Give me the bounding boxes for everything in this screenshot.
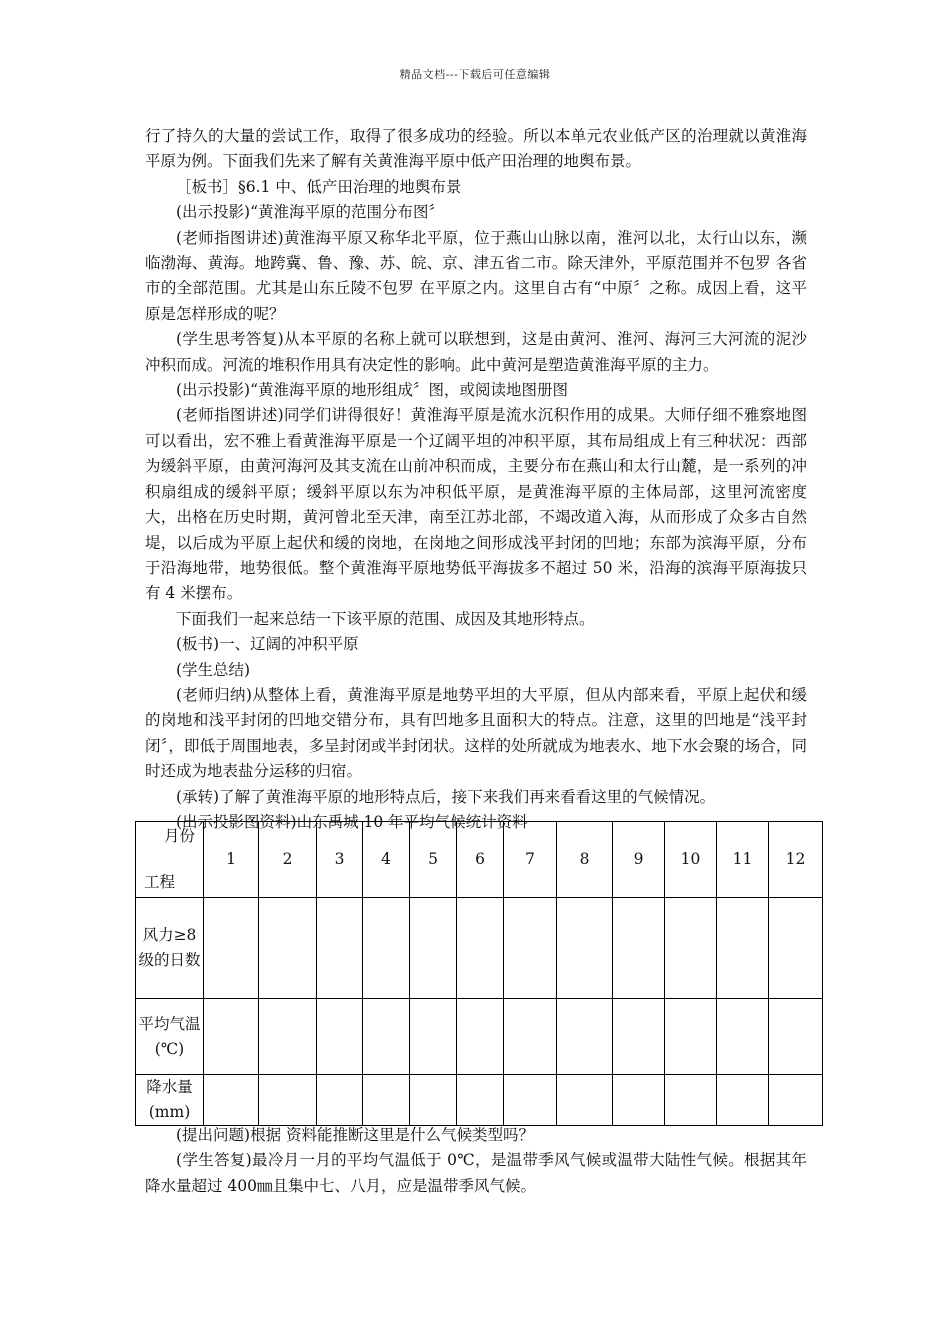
table-cell — [665, 1075, 717, 1126]
month-header: 4 — [363, 822, 410, 898]
body-text — [145, 124, 807, 835]
table-cell — [204, 898, 259, 999]
month-header: 9 — [613, 822, 665, 898]
paragraph: 行了持久的大量的尝试工作，取得了很多成功的经验。所以本单元农业低产区的治理就以黄淮海平原为例。下面我们先来了解有关黄淮海平原中低产田治理的地舆布景。 — [145, 127, 807, 171]
table-corner-cell — [136, 822, 204, 898]
table-cell — [504, 999, 557, 1075]
table-cell — [613, 898, 665, 999]
month-header: 7 — [504, 822, 557, 898]
table-cell — [259, 898, 317, 999]
table-cell — [717, 1075, 769, 1126]
paragraph: (板书)一、辽阔的冲积平原 — [176, 635, 359, 654]
page-header: 精品文档---下载后可任意编辑 — [399, 68, 551, 81]
month-header: 2 — [259, 822, 317, 898]
table-cell — [504, 898, 557, 999]
table-cell — [769, 1075, 823, 1126]
table-cell — [457, 999, 504, 1075]
month-header: 12 — [769, 822, 823, 898]
table-cell — [613, 999, 665, 1075]
table-cell — [317, 999, 363, 1075]
paragraph: (提出问题)根据 资料能推断这里是什么气候类型吗？ — [176, 1126, 535, 1144]
table-cell — [259, 1075, 317, 1126]
paragraph: 下面我们一起来总结一下该平原的范围、成因及其地形特点。 — [176, 609, 595, 628]
table-cell — [457, 898, 504, 999]
row-label-avg-temp: 平均气温(℃) — [136, 999, 204, 1075]
paragraph: ［板书］§6.1 中、低产田治理的地舆布景 — [176, 177, 462, 196]
table-cell — [457, 1075, 504, 1126]
table-cell — [717, 999, 769, 1075]
paragraph: (老师指图讲述)同学们讲得很好！黄淮海平原是流水沉积作用的成果。大师仔细不雅察地图可以看出，宏不雅上看黄淮海平原是一个辽阔平坦的冲积平原，其布局组成上有三种状况：西部为缓斜平原，由黄河海河及其支流在山前冲积而成，主要分布在燕山和太行山麓，是一系列的冲积扇组成的缓斜平原；缓斜平原以东为冲积低平原，是黄淮海平原的主体局部，这里河流密度大，出格在历史时期，黄河曾北至天津，南至江苏北部，不竭改道入海，从而形成了众多古自然堤，以后成为平原上起伏和缓的岗地，在岗地之间形成浅平封闭的凹地；东部为滨海平原，分布于沿海地带，地势很低。整个黄淮海平原地势低平海拔多不超过 50 米，沿海的滨海平原海拔只有 4 米摆布。 — [145, 406, 807, 603]
table-cell — [259, 999, 317, 1075]
table-cell — [363, 1075, 410, 1126]
month-header: 8 — [557, 822, 613, 898]
corner-label-month: 月份 — [163, 827, 195, 845]
paragraph: (学生思考答复)从本平原的名称上就可以联想到，这是由黄河、淮河、海河三大河流的泥沙冲积而成。河流的堆积作用具有决定性的影响。此中黄河是塑造黄淮海平原的主力。 — [145, 330, 807, 374]
table-cell — [204, 1075, 259, 1126]
table-cell — [504, 1075, 557, 1126]
body-text-after-table — [145, 1123, 807, 1199]
table-cell — [717, 898, 769, 999]
month-header: 3 — [317, 822, 363, 898]
table-cell — [665, 898, 717, 999]
table-cell — [769, 898, 823, 999]
table-cell — [317, 898, 363, 999]
climate-table — [135, 821, 823, 1126]
paragraph: (老师归纳)从整体上看，黄淮海平原是地势平坦的大平原，但从内部来看，平原上起伏和缓的岗地和浅平封闭的凹地交错分布，具有凹地多且面积大的特点。注意，这里的凹地是“浅平封闭〞，即低于周围地表，多呈封闭或半封闭状。这样的处所就成为地表水、地下水会聚的场合，同时还成为地表盐分运移的归宿。 — [145, 685, 807, 781]
paragraph: (老师指图讲述)黄淮海平原又称华北平原，位于燕山山脉以南，淮河以北，太行山以东，濒临渤海、黄海。地跨冀、鲁、豫、苏、皖、京、津五省二市。除天津外，平原范围并不包罗 各省市的全部范围。尤其是山东丘陵不包罗 在平原之内。这里自古有“中原〞之称。成因上看，这平原是怎样形成的呢？ — [145, 228, 807, 323]
month-header: 6 — [457, 822, 504, 898]
paragraph: (出示投影)“黄淮海平原的范围分布图〞 — [176, 203, 445, 222]
month-header: 11 — [717, 822, 769, 898]
table-cell — [557, 1075, 613, 1126]
month-header: 10 — [665, 822, 717, 898]
row-label-precipitation: 降水量(mm) — [136, 1075, 204, 1126]
month-header: 1 — [204, 822, 259, 898]
paragraph: (学生答复)最冷月一月的平均气温低于 0℃，是温带季风气候或温带大陆性气候。根据其年降水量超过 400㎜且集中七、八月，应是温带季风气候。 — [145, 1151, 807, 1195]
corner-label-item: 工程 — [144, 873, 176, 891]
table-cell — [204, 999, 259, 1075]
table-cell — [769, 999, 823, 1075]
paragraph: (出示投影)“黄淮海平原的地形组成〞图，或阅读地图册图 — [176, 381, 569, 400]
paragraph: (承转)了解了黄淮海平原的地形特点后，接下来我们再来看看这里的气候情况。 — [176, 787, 716, 806]
table-cell — [613, 1075, 665, 1126]
table-cell — [557, 999, 613, 1075]
table-cell — [410, 1075, 457, 1126]
month-header: 5 — [410, 822, 457, 898]
table-cell — [557, 898, 613, 999]
row-label-wind-days: 风力≥8级的日数 — [136, 898, 204, 999]
paragraph: (出示投影图资料)山东禹城 10 年平均气候统计资料 — [176, 812, 528, 831]
paragraph: (学生总结) — [176, 660, 251, 679]
table-cell — [665, 999, 717, 1075]
table-cell — [363, 898, 410, 999]
table-cell — [317, 1075, 363, 1126]
table-cell — [410, 898, 457, 999]
table-cell — [410, 999, 457, 1075]
table-cell — [363, 999, 410, 1075]
